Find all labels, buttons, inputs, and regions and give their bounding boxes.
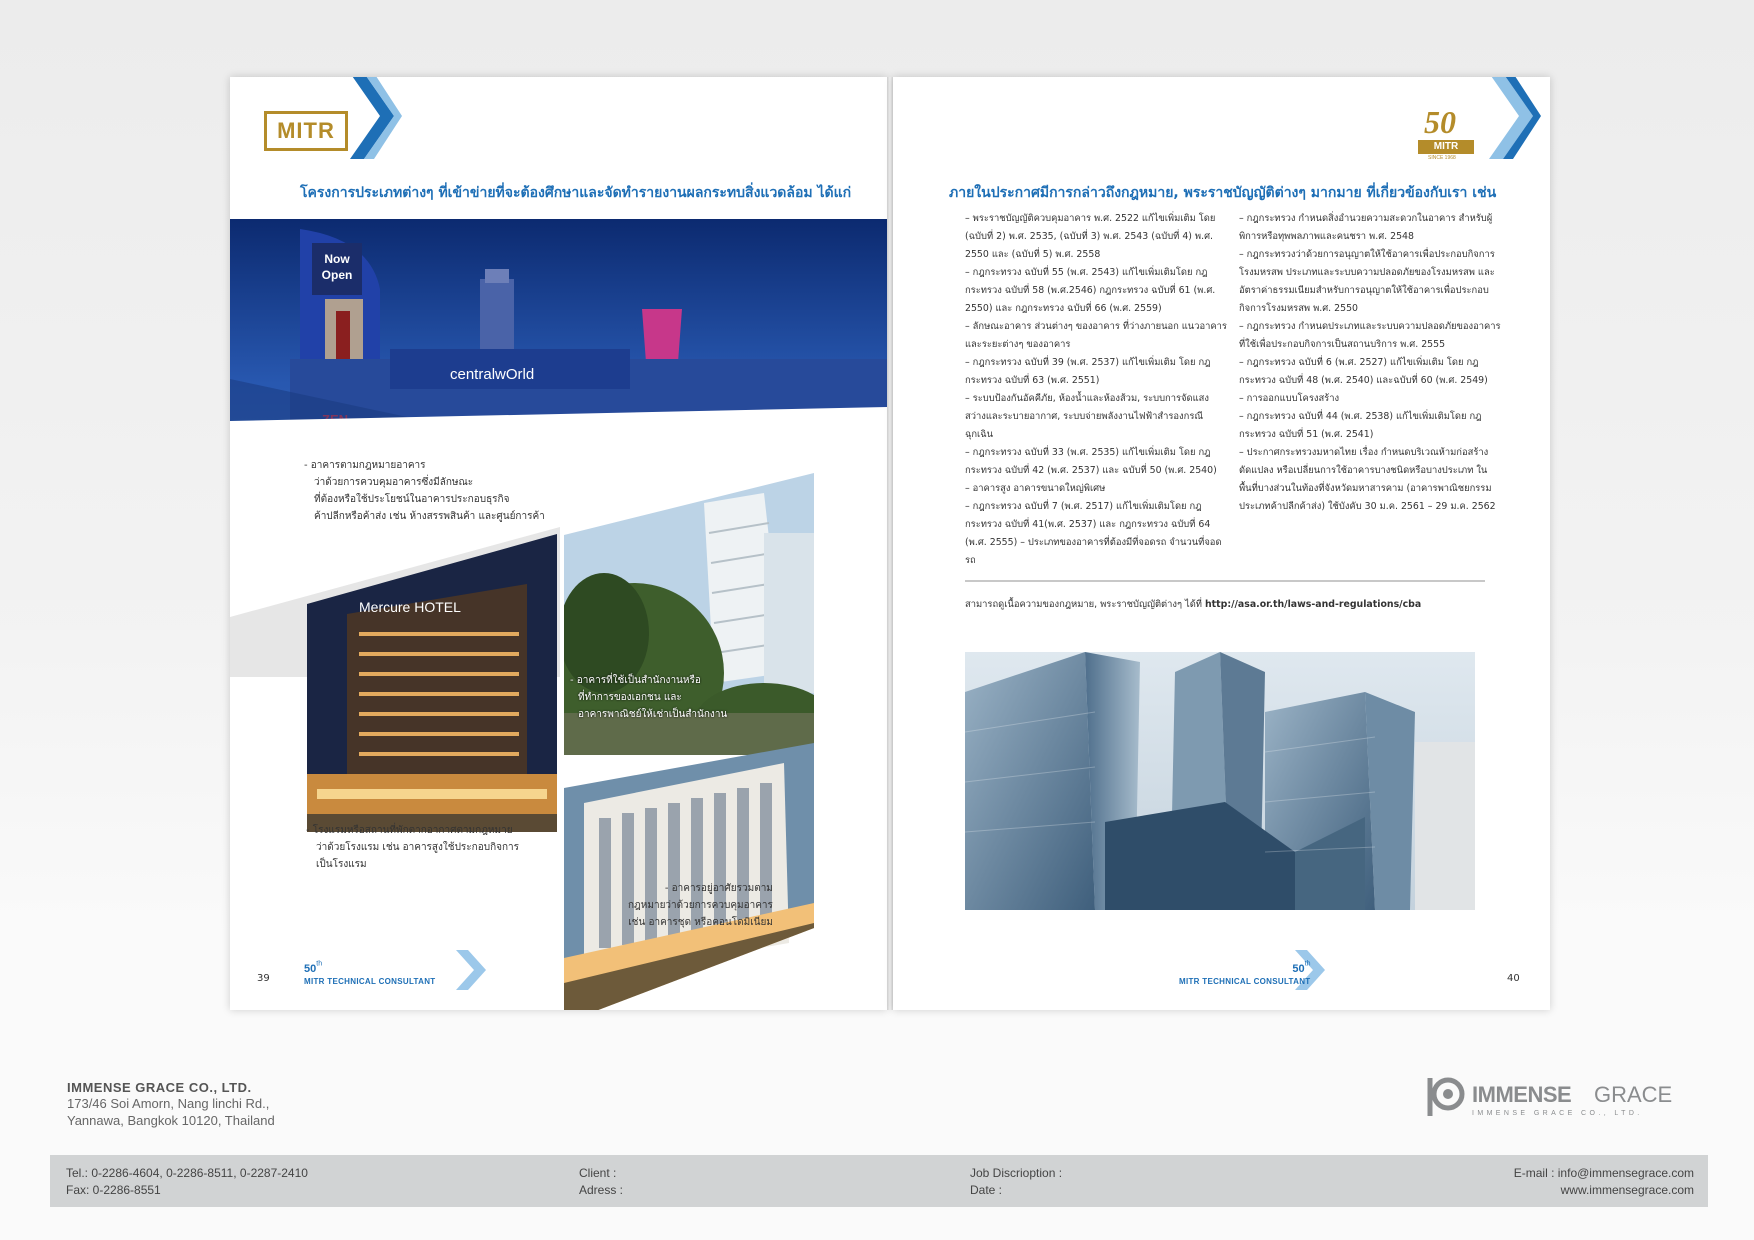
list-item: – อาคารสูง อาคารขนาดใหญ่พิเศษ bbox=[965, 483, 1106, 494]
company-address-line-2: Yannawa, Bangkok 10120, Thailand bbox=[67, 1113, 275, 1128]
brand-footer-right: 50th MITR TECHNICAL CONSULTANT bbox=[1179, 960, 1311, 986]
now-open-sign: Now bbox=[324, 252, 350, 266]
mitr-logo: MITR bbox=[264, 111, 348, 151]
list-item: – ลักษณะอาคาร ส่วนต่างๆ ของอาคาร ที่ว่างภายนอก แนวอาคารและระยะต่างๆ ของอาคาร bbox=[965, 321, 1227, 350]
list-item: – กฎกระทรวง ฉบับที่ 55 (พ.ศ. 2543) แก้ไขเพิ่มเติมโดย กฎกระทรวง ฉบับที่ 58 (พ.ศ.2546) กฎกระทรวง ฉบับที่ 61 (พ.ศ. 2550) และ กฎกระทรวง ฉบับที่ 66 (พ.ศ. 2559) bbox=[965, 267, 1216, 314]
immense-grace-emblem-icon bbox=[1424, 1072, 1468, 1122]
hotel-photo bbox=[307, 534, 557, 832]
footer-chevron-icon bbox=[456, 950, 486, 990]
list-item: – กฎกระทรวง กำหนดสิ่งอำนวยความสะดวกในอาคาร สำหรับผู้พิการหรือทุพพลภาพและคนชรา พ.ศ. 2548 bbox=[1239, 213, 1493, 242]
list-item: – ระบบป้องกันอัคคีภัย, ห้องน้ำและห้องส้วม, ระบบการจัดแสงสว่างและระบายอากาศ, ระบบจ่ายพลังงานไฟฟ้าสำรองกรณีฉุกเฉิน bbox=[965, 393, 1209, 440]
footer-info-bar bbox=[50, 1155, 1708, 1207]
brand-footer-left: 50th MITR TECHNICAL CONSULTANT bbox=[304, 960, 436, 986]
immense-grace-logo: IMMENSE GRACE IMMENSE GRACE CO., LTD. bbox=[1424, 1072, 1686, 1122]
chevron-right-icon bbox=[1487, 77, 1541, 159]
left-page-heading: โครงการประเภทต่างๆ ที่เข้าข่ายที่จะต้องศึกษาและจัดทำรายงานผลกระทบสิ่งแวดล้อม ได้แก่ bbox=[300, 185, 852, 201]
list-item: – ประกาศกระทรวงมหาดไทย เรื่อง กำหนดบริเวณห้ามก่อสร้าง ดัดแปลง หรือเปลี่ยนการใช้อาคารบางชนิดหรือบางประเภท ในพื้นที่บางส่วนในท้องที่จังหวัดมหาสารคาม (อาคารพาณิชยกรรมประเภทค้าปลีกค้าส่ง) ใช้บังคับ 30 ม.ค. 2561 – 29 ม.ค. 2562 bbox=[1239, 447, 1496, 512]
page-number-left: 39 bbox=[257, 973, 270, 984]
company-address-line-1: 173/46 Soi Amorn, Nang linchi Rd., bbox=[67, 1096, 270, 1111]
footer-date: Date : bbox=[970, 1183, 1003, 1197]
footer-tel: Tel.: 0-2286-4604, 0-2286-8511, 0-2287-2410 bbox=[66, 1166, 308, 1180]
list-item: – กฎกระทรวง ฉบับที่ 44 (พ.ศ. 2538) แก้ไขเพิ่มเติมโดย กฎกระทรวง ฉบับที่ 51 (พ.ศ. 2541) bbox=[1239, 411, 1482, 440]
regulations-column-1 bbox=[965, 210, 1227, 570]
footer-job-description: Job Discrioption : bbox=[970, 1166, 1063, 1180]
caption-office: - อาคารที่ใช้เป็นสำนักงานหรือ ที่ทำการของเอกชน และ อาคารพาณิชย์ให้เช่าเป็นสำนักงาน bbox=[570, 675, 728, 720]
brochure-page-left bbox=[230, 77, 887, 1010]
mitr-50-anniversary-logo: 50 MITR SINCE 1968 bbox=[1418, 104, 1478, 162]
footer-website[interactable]: www.immensegrace.com bbox=[1560, 1183, 1694, 1197]
law-reference-link[interactable]: http://asa.or.th/laws-and-regulations/cba bbox=[1204, 599, 1422, 610]
list-item: – กฎกระทรวง ฉบับที่ 39 (พ.ศ. 2537) แก้ไขเพิ่มเติม โดย กฎกระทรวง ฉบับที่ 63 (พ.ศ. 2551) bbox=[965, 357, 1211, 386]
list-item: – กฎกระทรวง ฉบับที่ 33 (พ.ศ. 2535) แก้ไขเพิ่มเติม โดย กฎกระทรวง ฉบับที่ 42 (พ.ศ. 2537) และ ฉบับที่ 50 (พ.ศ. 2540) bbox=[965, 447, 1217, 476]
list-item: – กฎกระทรวง ฉบับที่ 6 (พ.ศ. 2527) แก้ไขเพิ่มเติม โดย กฎกระทรวง ฉบับที่ 48 (พ.ศ. 2540) และฉบับที่ 60 (พ.ศ. 2549) bbox=[1239, 357, 1488, 386]
chevron-right-icon bbox=[348, 77, 402, 159]
company-info bbox=[67, 1080, 275, 1129]
caption-residential: - อาคารอยู่อาศัยรวมตาม กฎหมายว่าด้วยการควบคุมอาคาร เช่น อาคารชุด หรือคอนโดมิเนียม bbox=[628, 883, 773, 928]
caption-shopping-mall: - อาคารตามกฎหมายอาคาร ว่าด้วยการควบคุมอาคารซึ่งมีลักษณะ ที่ต้องหรือใช้ประโยชน์ในอาคารประกอบธุรกิจ ค้าปลีกหรือค้าส่ง เช่น ห้างสรรพสินค้า และศูนย์การค้า bbox=[304, 460, 545, 522]
right-page-heading: ภายในประกาศมีการกล่าวถึงกฎหมาย, พระราชบัญญัติต่างๆ มากมาย ที่เกี่ยวข้องกับเรา เช่น bbox=[949, 185, 1497, 201]
law-reference-note: สามารถดูเนื้อความของกฎหมาย, พระราชบัญญัติต่างๆ ได้ที่ http://asa.or.th/laws-and-regulations/cba bbox=[965, 599, 1422, 610]
list-item: – พระราชบัญญัติควบคุมอาคาร พ.ศ. 2522 แก้ไขเพิ่มเติม โดย (ฉบับที่ 2) พ.ศ. 2535, (ฉบับที่ 3) พ.ศ. 2543 (ฉบับที่ 4) พ.ศ. 2550 และ (ฉบับที่ 5) พ.ศ. 2558 bbox=[965, 213, 1216, 260]
caption-hotel: - โรงแรมหรือสถานที่พักตากอากาศตามกฎหมาย ว่าด้วยโรงแรม เช่น อาคารสูงใช้ประกอบกิจการ เป็นโรงแรม bbox=[306, 825, 520, 870]
section-divider bbox=[965, 580, 1485, 582]
glass-skyscrapers-photo bbox=[965, 652, 1475, 910]
footer-email[interactable]: E-mail : info@immensegrace.com bbox=[1513, 1166, 1694, 1180]
list-item: – กฎกระทรวง ฉบับที่ 7 (พ.ศ. 2517) แก้ไขเพิ่มเติมโดย กฎกระทรวง ฉบับที่ 41(พ.ศ. 2537) และ กฎกระทรวง ฉบับที่ 64 (พ.ศ. 2555) – ประเภทของอาคารที่ต้องมีที่จอดรถ จำนวนที่จอดรถ bbox=[965, 501, 1222, 566]
list-item: – กฎกระทรวง กำหนดประเภทและระบบความปลอดภัยของอาคารที่ใช้เพื่อประกอบกิจการเป็นสถานบริการ พ.ศ. 2555 bbox=[1239, 321, 1501, 350]
company-name: IMMENSE GRACE CO., LTD. bbox=[67, 1080, 252, 1095]
footer-fax: Fax: 0-2286-8551 bbox=[66, 1183, 161, 1197]
footer-address-label: Adress : bbox=[579, 1183, 624, 1197]
regulations-column-2 bbox=[1239, 210, 1501, 516]
list-item: – การออกแบบโครงสร้าง bbox=[1239, 393, 1340, 404]
centralworld-sign: centralwOrld bbox=[450, 366, 535, 383]
brochure-page-right bbox=[893, 77, 1550, 1010]
residential-building-photo bbox=[564, 743, 814, 1010]
page-number-right: 40 bbox=[1507, 973, 1520, 984]
list-item: – กฎกระทรวงว่าด้วยการอนุญาตให้ใช้อาคารเพื่อประกอบกิจการโรงมหรสพ ประเภทและระบบความปลอดภัยของโรงมหรสพ และอัตราค่าธรรมเนียมสำหรับการอนุญาตให้ใช้อาคารเพื่อประกอบกิจการโรงมหรสพ พ.ศ. 2550 bbox=[1239, 249, 1495, 314]
hotel-sign: Mercure HOTEL bbox=[359, 599, 461, 615]
svg-text:Open: Open bbox=[321, 268, 353, 282]
footer-client: Client : bbox=[579, 1166, 617, 1180]
